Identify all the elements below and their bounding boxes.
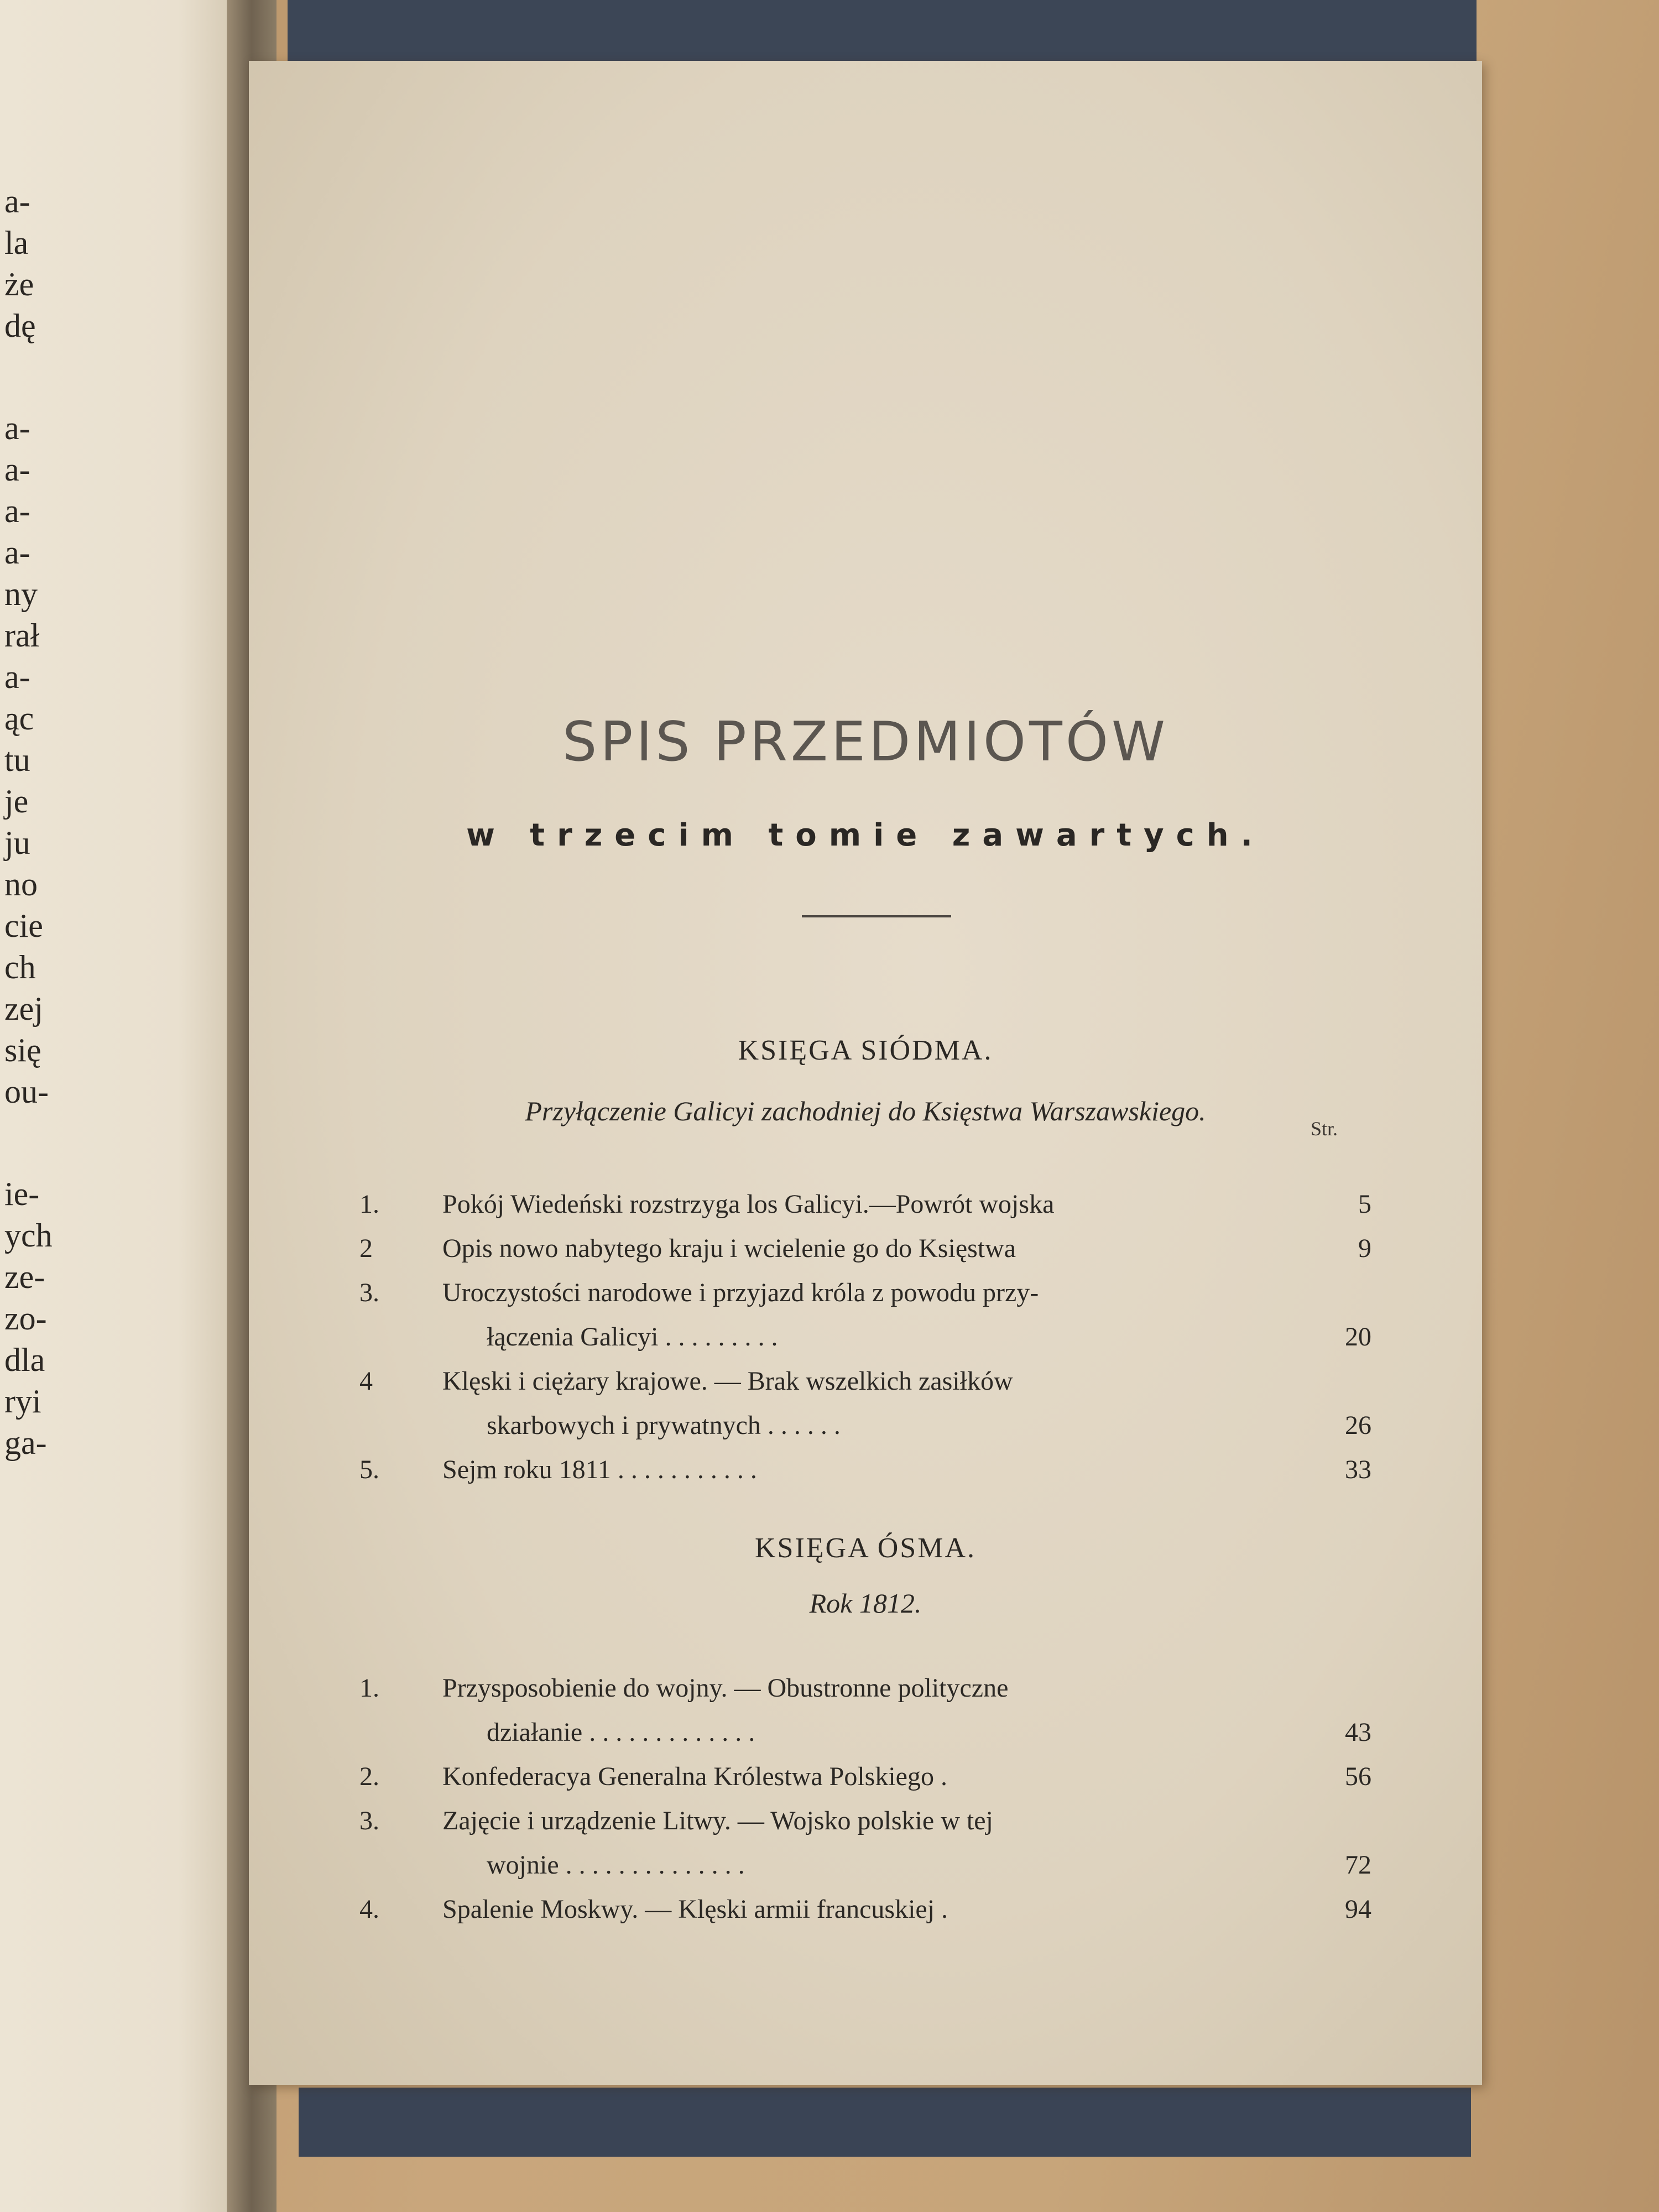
left-page-text-fragment: je: [4, 783, 29, 820]
left-page: [0, 0, 238, 2212]
left-page-text-fragment: ych: [4, 1217, 53, 1254]
toc-entry-page-number: 33: [1345, 1455, 1371, 1484]
toc-entry-page-number: 43: [1345, 1718, 1371, 1747]
left-page-text-fragment: a-: [4, 410, 30, 446]
left-page-text-fragment: tu: [4, 742, 30, 778]
left-page-text-fragment: a-: [4, 659, 30, 695]
left-page-text-fragment: ga-: [4, 1425, 47, 1461]
left-page-text-fragment: dę: [4, 307, 36, 344]
book-7-subtitle: Przyłączenie Galicyi zachodniej do Księstwa Warszawskiego.: [525, 1095, 1206, 1126]
toc-entry-text: Przysposobienie do wojny. — Obustronne polityczne: [442, 1673, 1009, 1703]
table-of-contents: [249, 61, 1482, 2085]
toc-entry-number: 3.: [359, 1278, 379, 1307]
toc-entry: [249, 1189, 1482, 1233]
toc-entry-page-number: 72: [1345, 1850, 1371, 1880]
left-page-text-fragment: ze-: [4, 1259, 45, 1295]
book-cover-top: [288, 0, 1477, 66]
toc-entry-number: 1.: [359, 1673, 379, 1703]
toc-entry-text: łączenia Galicyi . . . . . . . . .: [487, 1322, 778, 1352]
toc-entry-number: 4.: [359, 1895, 379, 1924]
book-8-title: KSIĘGA ÓSMA.: [754, 1532, 977, 1564]
toc-entry: [249, 1761, 1482, 1806]
page-subtitle: w trzecim tomie zawartych.: [466, 817, 1265, 853]
toc-entry: [249, 1673, 1482, 1761]
toc-entry: [249, 1806, 1482, 1894]
left-page-text-fragment: a-: [4, 451, 30, 488]
book-7-title: KSIĘGA SIÓDMA.: [738, 1035, 993, 1066]
page-column-label: Str.: [1311, 1118, 1338, 1140]
toc-entry: [249, 1454, 1482, 1499]
toc-entry: [249, 1894, 1482, 1938]
book-cover-bottom: [299, 2088, 1471, 2157]
left-page-text-fragment: ryi: [4, 1383, 41, 1420]
toc-entry-text: Spalenie Moskwy. — Klęski armii francuskiej .: [442, 1895, 948, 1924]
left-page-text-fragment: a-: [4, 493, 30, 529]
left-page-text-fragment: a-: [4, 183, 30, 220]
page-title: SPIS PRZEDMIOTÓW: [562, 711, 1168, 774]
toc-entry: [249, 1277, 1482, 1366]
toc-entry-text: wojnie . . . . . . . . . . . . . .: [487, 1850, 745, 1880]
toc-entry-page-number: 56: [1345, 1762, 1371, 1791]
toc-entry-text: Opis nowo nabytego kraju i wcielenie go do Księstwa: [442, 1234, 1016, 1263]
toc-entry-text: Zajęcie i urządzenie Litwy. — Wojsko polskie w tej: [442, 1806, 993, 1835]
toc-entry-text: Pokój Wiedeński rozstrzyga los Galicyi.—Powrót wojska: [442, 1190, 1055, 1219]
toc-entry-text: Sejm roku 1811 . . . . . . . . . . .: [442, 1455, 757, 1484]
toc-entry-page-number: 94: [1345, 1895, 1371, 1924]
right-page: [249, 61, 1482, 2085]
toc-entry-page-number: 26: [1345, 1411, 1371, 1440]
toc-entry: [249, 1233, 1482, 1277]
left-page-text-fragment: że: [4, 266, 34, 302]
left-page-text-fragment: la: [4, 225, 29, 261]
left-page-text-fragment: ąc: [4, 700, 34, 737]
toc-entry: [249, 1366, 1482, 1454]
title-divider: [802, 915, 951, 917]
toc-entry-text: Uroczystości narodowe i przyjazd króla z powodu przy-: [442, 1278, 1039, 1307]
left-page-text-fragment: zej: [4, 990, 43, 1027]
toc-entry-number: 4: [359, 1366, 373, 1396]
left-page-text-fragment: ch: [4, 949, 36, 985]
toc-entry-number: 2: [359, 1234, 373, 1263]
left-page-text-fragment: ie-: [4, 1176, 40, 1212]
left-page-text-fragment: no: [4, 866, 38, 902]
left-page-text-fragment: się: [4, 1032, 41, 1068]
left-page-text-fragment: dla: [4, 1342, 45, 1378]
toc-entry-number: 5.: [359, 1455, 379, 1484]
toc-entry-text: Konfederacya Generalna Królestwa Polskiego .: [442, 1762, 947, 1791]
left-page-text-fragment: ny: [4, 576, 38, 612]
toc-entry-number: 1.: [359, 1190, 379, 1219]
toc-entry-text: skarbowych i prywatnych . . . . . .: [487, 1411, 841, 1440]
left-page-text-fragment: ju: [4, 825, 30, 861]
book-8-subtitle: Rok 1812.: [809, 1588, 922, 1619]
toc-entry-text: Klęski i ciężary krajowe. — Brak wszelkich zasiłków: [442, 1366, 1013, 1396]
left-page-text-fragment: a-: [4, 534, 30, 571]
left-page-text-fragment: zo-: [4, 1300, 47, 1337]
left-page-text-fragment: cie: [4, 907, 43, 944]
toc-entry-text: działanie . . . . . . . . . . . . .: [487, 1718, 755, 1747]
toc-entry-page-number: 9: [1358, 1234, 1371, 1263]
left-page-text-fragment: ou-: [4, 1073, 49, 1110]
toc-entry-number: 3.: [359, 1806, 379, 1835]
toc-entry-page-number: 20: [1345, 1322, 1371, 1352]
left-page-text-fragment: rał: [4, 617, 40, 654]
toc-entry-number: 2.: [359, 1762, 379, 1791]
toc-entry-page-number: 5: [1358, 1190, 1371, 1219]
